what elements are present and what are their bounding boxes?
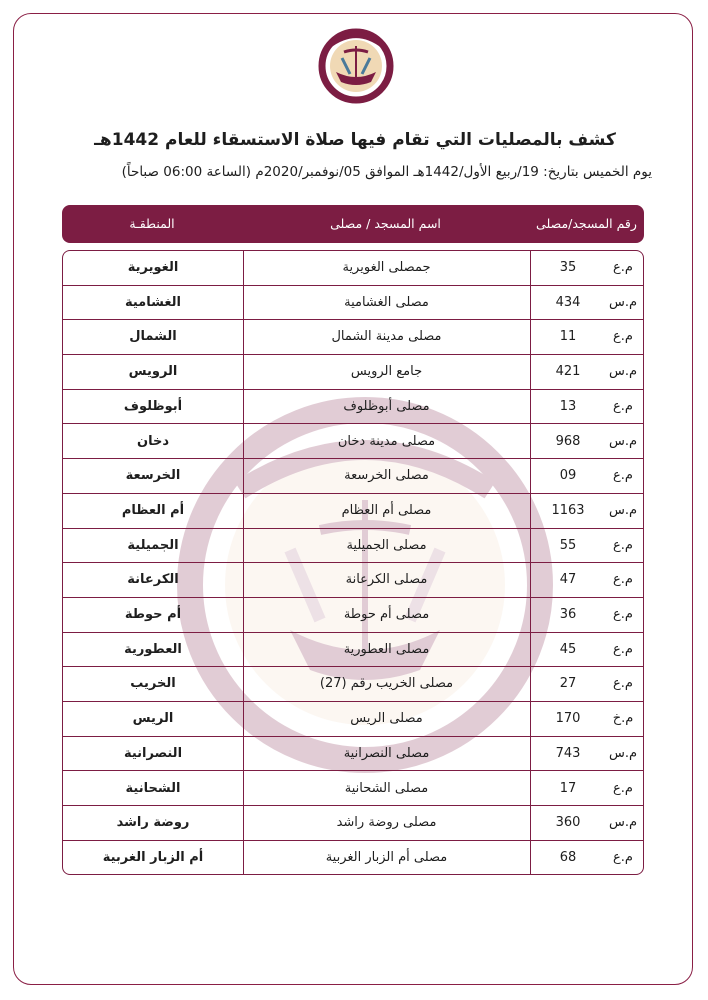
cell-number: 17 [559,780,577,796]
table-row [63,841,643,876]
cell-region: روضة راشد [116,815,190,831]
cell-name: مصلى الريس [350,711,423,727]
cell-region: النصرانية [123,745,183,761]
cell-name: مصلى أم العظام [341,502,432,518]
cell-name: جمصلى الغويرية [342,260,431,275]
table-row [63,702,643,737]
table-row [63,633,643,668]
cell-region: الغشامية [124,294,182,310]
table-row [63,806,643,841]
header-name: اسم المسجد / مصلى [330,216,441,231]
cell-region: أم الزبار الغربية [102,849,204,865]
header-region: المنطقـة [129,216,175,231]
cell-name: مصلى الجميلية [346,537,427,553]
table-row [63,320,643,355]
qatar-awqaf-logo-icon [314,22,398,104]
cell-number: 421 [555,364,581,380]
table-row [63,251,643,286]
cell-region: الريس [132,711,174,727]
cell-type: م.ع [613,468,633,484]
cell-type: م.س [608,815,638,831]
page-title: كشف بالمصليات التي تقام فيها صلاة الاستسقاء للعام 1442هـ [94,130,616,150]
cell-name: مصلى أم الزبار الغربية [325,849,448,865]
cell-type: م.س [608,364,638,380]
table-row [63,459,643,494]
cell-name: مصلى الغشامية [344,294,429,310]
table-row [63,737,643,772]
cell-name: مصلى روضة راشد [336,815,437,831]
cell-type: م.س [608,433,638,449]
cell-type: م.ع [613,641,633,657]
cell-number: 360 [555,815,581,831]
cell-type: م.س [608,745,638,761]
cell-type: م.ع [613,572,633,588]
cell-type: م.ع [613,607,633,622]
table-row [63,286,643,321]
table-row [63,425,643,460]
cell-type: م.ع [613,329,633,345]
cell-region: الغويرية [127,260,179,275]
cell-name: مصلى الخريب رقم (27) [319,676,454,692]
table-row [63,390,643,425]
cell-number: 45 [559,641,577,657]
table-body [62,250,644,875]
cell-type: م.ع [613,676,633,692]
cell-number: 1163 [551,502,585,518]
cell-region: العطورية [124,641,182,657]
cell-region: دخان [136,433,170,449]
cell-type: م.س [608,502,638,518]
cell-region: الخرسعة [125,468,181,484]
table-row [63,355,643,390]
cell-type: م.ع [613,537,633,553]
cell-name: مصلى أبوظلوف [343,398,430,414]
cell-number: 55 [559,537,577,553]
table-row [63,529,643,564]
cell-number: 68 [559,849,577,865]
cell-name: جامع الرويس [350,364,423,380]
cell-number: 170 [555,711,581,727]
cell-name: مصلى مدينة دخان [337,433,436,449]
cell-name: مصلى الكرعانة [345,572,428,588]
table-row [63,667,643,702]
table-header [62,205,644,243]
cell-region: أم حوطة [124,607,182,622]
cell-name: مصلى مدينة الشمال [331,329,442,345]
cell-number: 09 [559,468,577,484]
cell-region: أم العظام [121,502,185,518]
date-subtitle: يوم الخميس بتاريخ: 19/ربيع الأول/1442هـ الموافق 05/نوفمبر/2020م (الساعة 06:00 صباحاً) [121,164,652,180]
header-number: رقم المسجد/مصلى [536,216,637,231]
cell-number: 743 [555,745,581,761]
cell-name: مصلى النصرانية [343,745,430,761]
cell-region: الجميلية [127,537,179,553]
cell-type: م.ع [613,849,633,865]
table-row [63,494,643,529]
cell-name: مصلى العطورية [343,641,430,657]
cell-region: الخريب [130,676,176,692]
cell-name: مصلى أم حوطة [343,607,430,622]
cell-type: م.ع [613,260,633,275]
cell-region: الكرعانة [127,572,179,588]
cell-name: مصلى الخرسعة [344,468,429,484]
cell-type: م.ع [613,780,633,796]
cell-type: م.س [608,294,638,310]
table-row [63,563,643,598]
cell-number: 13 [559,398,577,414]
table-row [63,772,643,807]
cell-region: الرويس [128,364,178,380]
cell-name: مصلى الشحانية [344,780,429,796]
table-row [63,598,643,633]
cell-region: الشحانية [125,780,181,796]
cell-region: الشمال [129,329,177,345]
cell-number: 36 [559,607,577,622]
cell-type: م.خ [612,711,634,727]
cell-number: 968 [555,433,581,449]
cell-type: م.ع [613,398,633,414]
cell-number: 35 [559,260,577,275]
cell-number: 27 [559,676,577,692]
cell-region: أبوظلوف [123,398,183,414]
cell-number: 11 [559,329,577,345]
cell-number: 47 [559,572,577,588]
cell-number: 434 [555,294,581,310]
